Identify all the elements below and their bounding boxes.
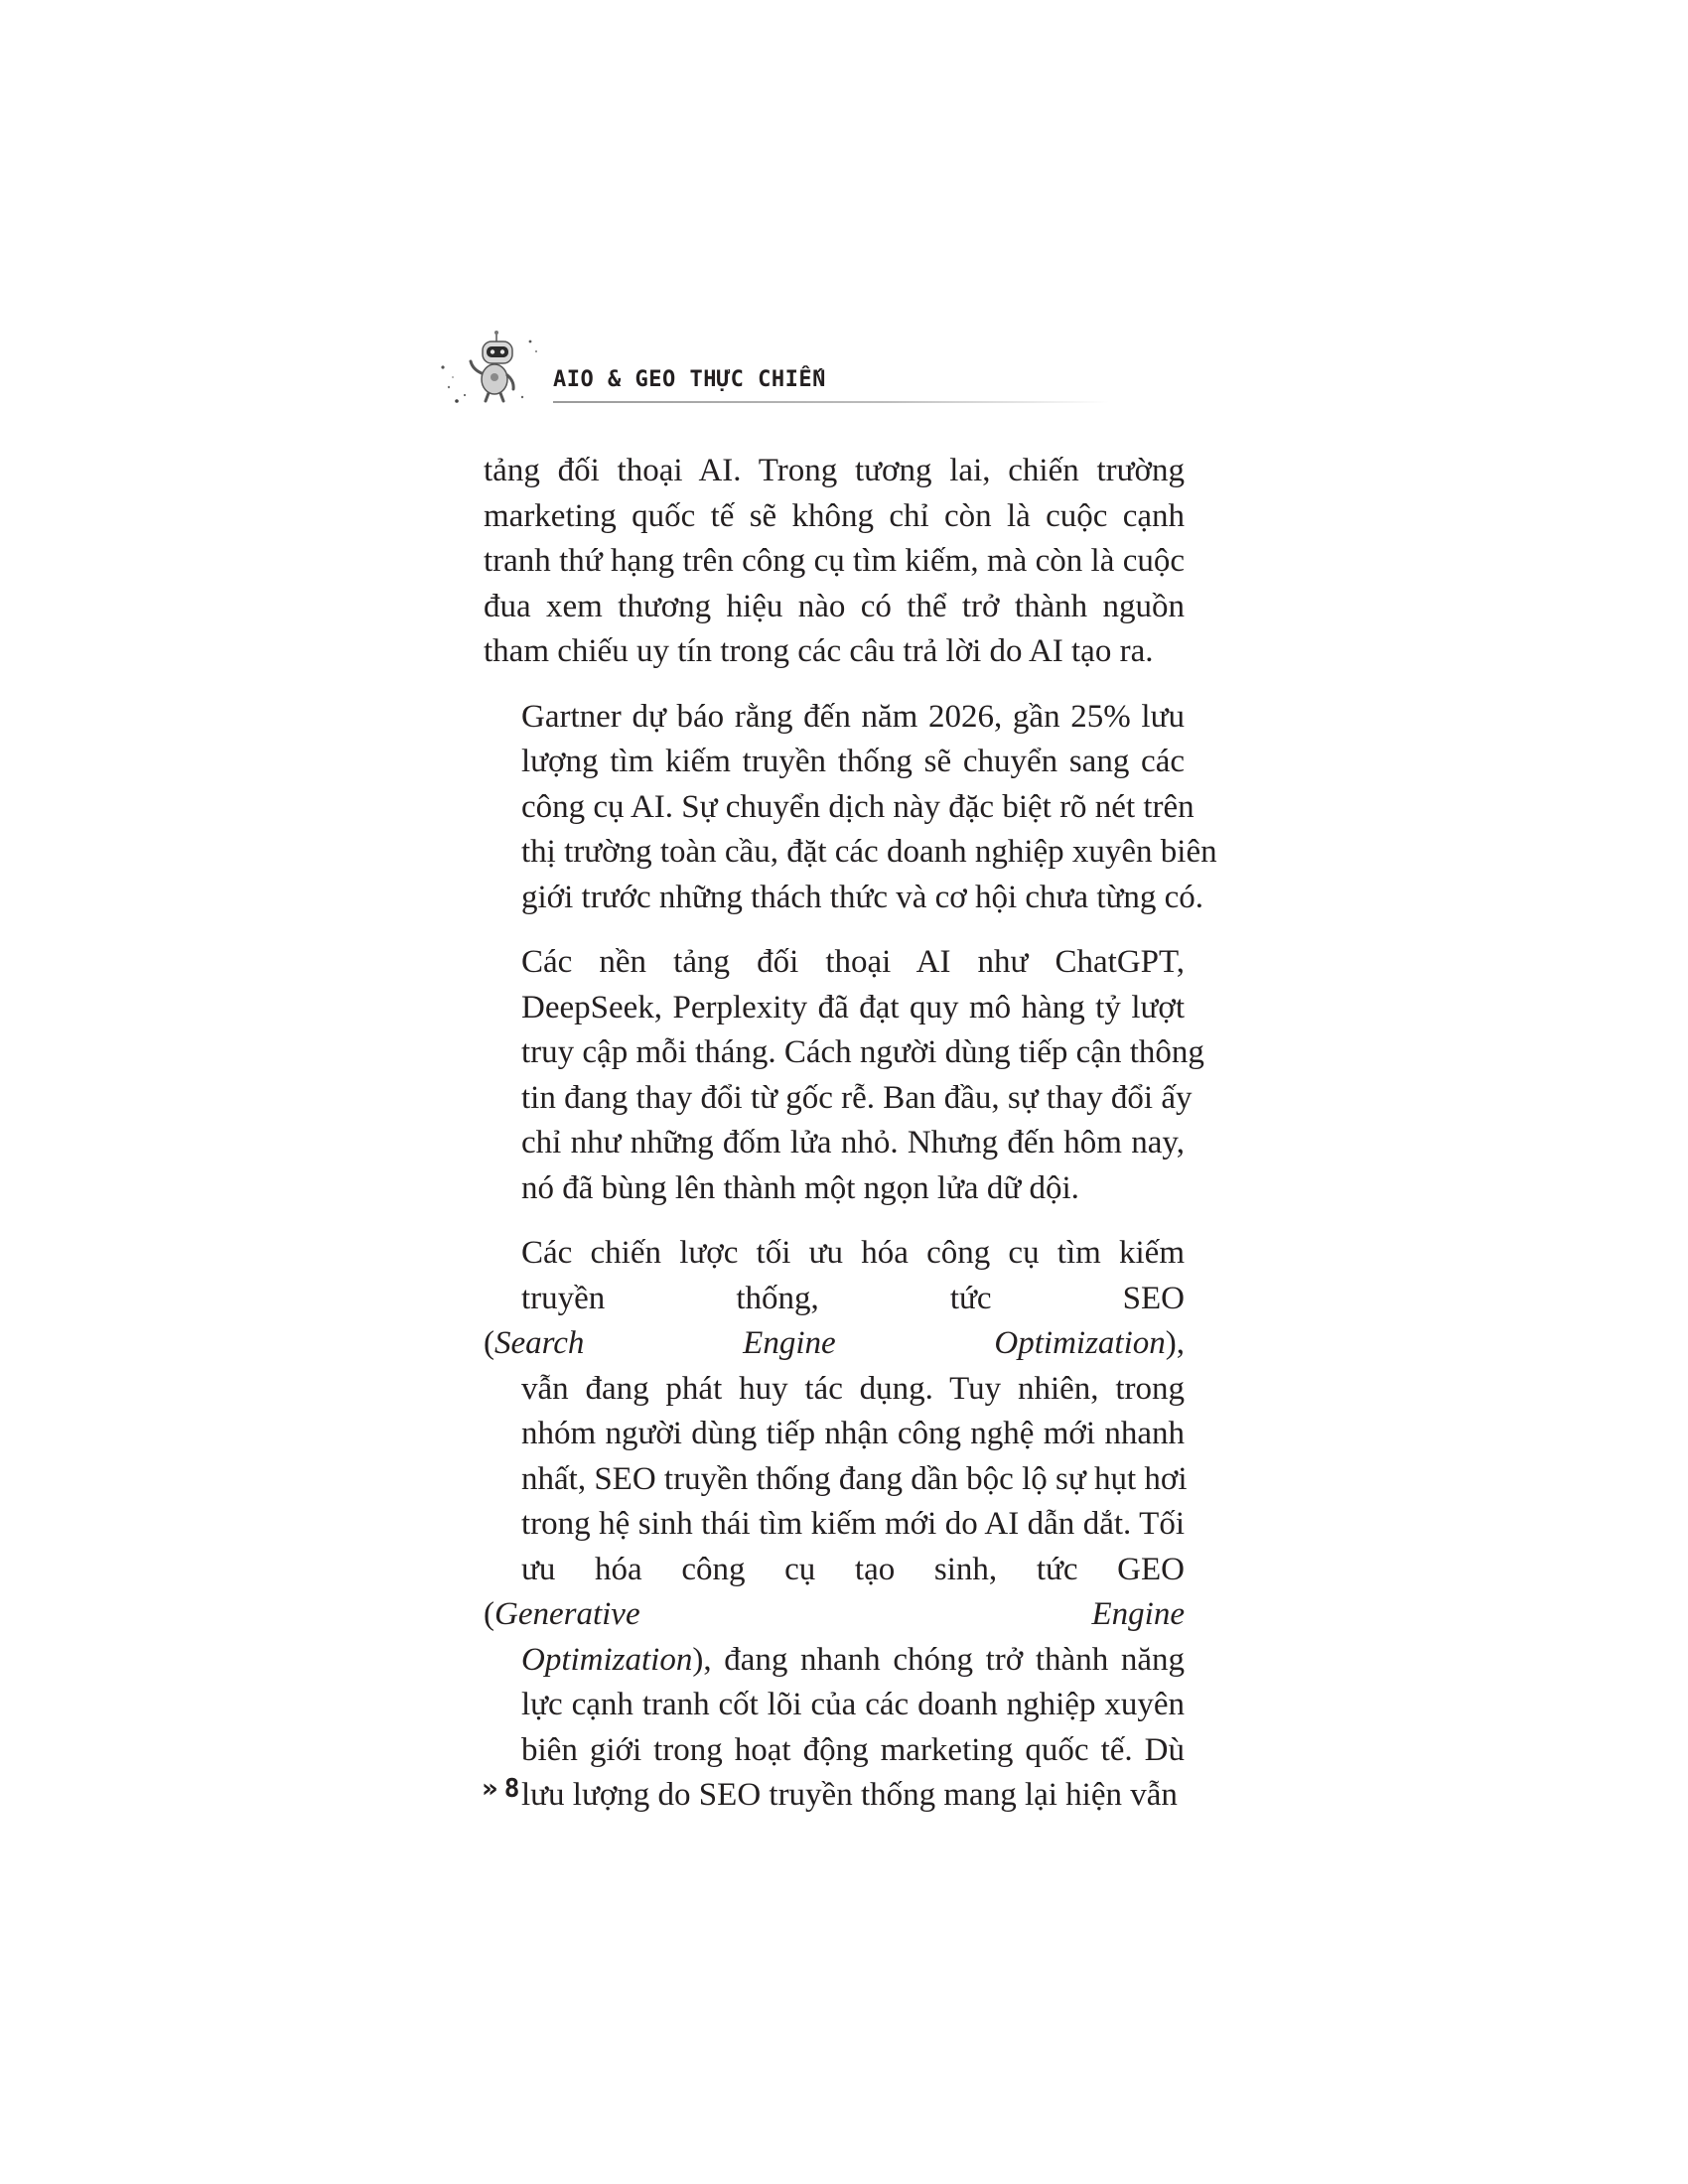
text-run: truyền thống, tức SEO ( [484, 1280, 1185, 1361]
paragraph-1 [484, 449, 1185, 675]
text-line: Gartner dự báo rằng đến năm 2026, gần 25% lưu [521, 698, 1185, 735]
paragraph-3 [484, 940, 1204, 1211]
text-line: marketing quốc tế sẽ không chỉ còn là cuộc cạnh [484, 497, 1185, 534]
paragraph-4 [484, 1231, 1188, 1819]
text-run: ), đang nhanh chóng trở thành năng [692, 1641, 1185, 1678]
paragraph-2 [484, 695, 1217, 921]
text-line: biên giới trong hoạt động marketing quốc tế. Dù [521, 1731, 1185, 1768]
text-line: lượng tìm kiếm truyền thống sẽ chuyển sang các [521, 744, 1185, 779]
italic-term: Optimization [521, 1641, 693, 1678]
text-line: công cụ AI. Sự chuyển dịch này đặc biệt rõ nét trên [521, 788, 1195, 825]
text-line: đua xem thương hiệu nào có thể trở thành nguồn [484, 588, 1185, 624]
text-line: vẫn đang phát huy tác dụng. Tuy nhiên, trong [521, 1370, 1185, 1407]
header-rule [553, 401, 1109, 403]
text-line [484, 1638, 1185, 1684]
text-line: giới trước những thách thức và cơ hội chưa từng có. [521, 879, 1204, 915]
text-line: chỉ như những đốm lửa nhỏ. Nhưng đến hôm nay, [521, 1125, 1185, 1160]
running-header [435, 328, 1130, 407]
text-line: tham chiếu uy tín trong các câu trả lời do AI tạo ra. [484, 633, 1154, 669]
text-line: nhóm người dùng tiếp nhận công nghệ mới nhanh [521, 1416, 1185, 1451]
text-line: nó đã bùng lên thành một ngọn lửa dữ dội. [521, 1169, 1079, 1206]
running-header-title: AIO & GEO THỰC CHIẾN [553, 367, 826, 392]
text-line: lực cạnh tranh cốt lõi của các doanh nghiệp xuyên [521, 1687, 1185, 1722]
text-line: tranh thứ hạng trên công cụ tìm kiếm, mà còn là cuộc [484, 543, 1185, 579]
text-line: lưu lượng do SEO truyền thống mang lại hiện vẫn [521, 1777, 1178, 1813]
text-line: tảng đối thoại AI. Trong tương lai, chiến trường [484, 453, 1185, 488]
text-line: truy cập mỗi tháng. Cách người dùng tiếp cận thông [521, 1034, 1204, 1070]
robot-icon [435, 328, 544, 407]
text-line [484, 1277, 1185, 1367]
page-number [482, 1774, 519, 1804]
text-run: ), [1165, 1325, 1185, 1361]
page-number-value: 8 [503, 1774, 520, 1804]
text-line: Các chiến lược tối ưu hóa công cụ tìm kiếm [521, 1235, 1185, 1271]
text-line: thị trường toàn cầu, đặt các doanh nghiệp xuyên biên [521, 834, 1217, 870]
italic-term: Search Engine Optimization [494, 1325, 1166, 1361]
italic-term: Generative Engine [494, 1596, 1185, 1632]
chevron-right-icon: » [482, 1774, 498, 1804]
text-line: trong hệ sinh thái tìm kiếm mới do AI dẫn dắt. Tối [521, 1506, 1185, 1542]
text-line: tin đang thay đổi từ gốc rễ. Ban đầu, sự thay đổi ấy [521, 1079, 1193, 1116]
text-line: nhất, SEO truyền thống đang dần bộc lộ sự hụt hơi [521, 1460, 1188, 1497]
text-line: Các nền tảng đối thoại AI như ChatGPT, [521, 944, 1185, 980]
text-line: DeepSeek, Perplexity đã đạt quy mô hàng tỷ lượt [521, 989, 1185, 1025]
body-text [484, 449, 1217, 1839]
text-line [484, 1548, 1185, 1638]
text-run: ưu hóa công cụ tạo sinh, tức GEO ( [484, 1551, 1185, 1632]
